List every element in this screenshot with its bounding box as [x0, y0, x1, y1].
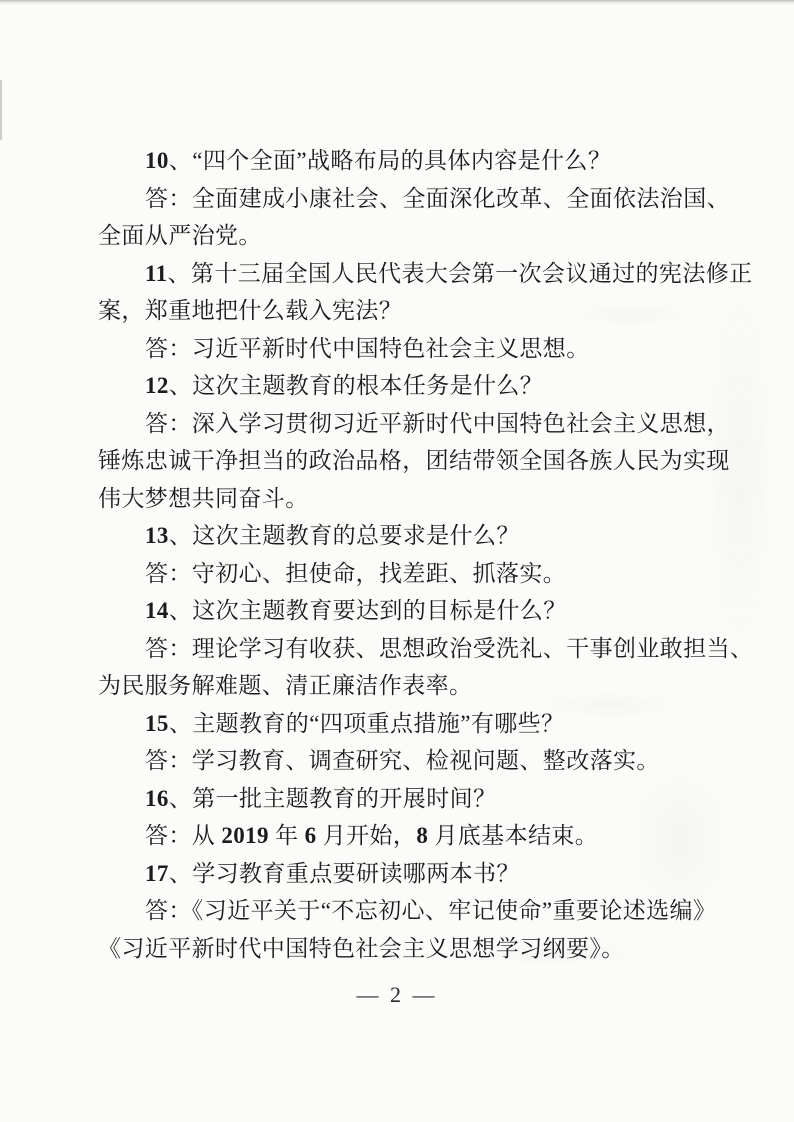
- text-line: 答：习近平新时代中国特色社会主义思想。: [145, 335, 590, 361]
- scan-edge-artifact: [0, 80, 2, 140]
- text-line: 10、“四个全面”战略布局的具体内容是什么？: [145, 148, 612, 173]
- text-line: 案，郑重地把什么载入宪法？: [98, 298, 403, 323]
- text-line: 14、这次主题教育要达到的目标是什么？: [145, 598, 567, 623]
- text-line: 11、第十三届全国人民代表大会第一次会议通过的宪法修正: [145, 260, 753, 286]
- text-line: 13、这次主题教育的总要求是什么？: [145, 523, 520, 548]
- text-line: 伟大梦想共同奋斗。: [98, 485, 309, 511]
- scan-edge-artifact: [0, 0, 794, 5]
- text-line: 全面从严治党。: [98, 223, 262, 248]
- document-body: [98, 142, 754, 967]
- text-line: 17、学习教育重点要研读哪两本书？: [145, 860, 520, 886]
- text-line: 答：《习近平关于“不忘初心、牢记使命”重要论述选编》: [145, 898, 717, 923]
- text-line: 答：全面建成小康社会、全面深化改革、全面依法治国、: [145, 185, 730, 211]
- text-line: 16、第一批主题教育的开展时间？: [145, 785, 497, 811]
- text-line: 12、这次主题教育的根本任务是什么？: [145, 373, 544, 398]
- text-line: 答：深入学习贯彻习近平新时代中国特色社会主义思想，: [145, 410, 730, 436]
- text-line: 答：守初心、担使命，找差距、抓落实。: [145, 560, 567, 586]
- text-line: 锤炼忠诚干净担当的政治品格，团结带领全国各族人民为实现: [98, 448, 730, 473]
- text-line: 答：从 2019 年 6 月开始，8 月底基本结束。: [145, 823, 599, 848]
- text-line: 答：理论学习有收获、思想政治受洗礼、干事创业敢担当、: [145, 635, 754, 661]
- text-line: 《习近平新时代中国特色社会主义思想学习纲要》。: [98, 935, 625, 961]
- page-number: — 2 —: [356, 982, 438, 1007]
- text-line: 为民服务解难题、清正廉洁作表率。: [98, 673, 473, 698]
- text-line: 15、主题教育的“四项重点措施”有哪些？: [145, 710, 565, 736]
- text-line: 答：学习教育、调查研究、检视问题、整改落实。: [145, 748, 660, 773]
